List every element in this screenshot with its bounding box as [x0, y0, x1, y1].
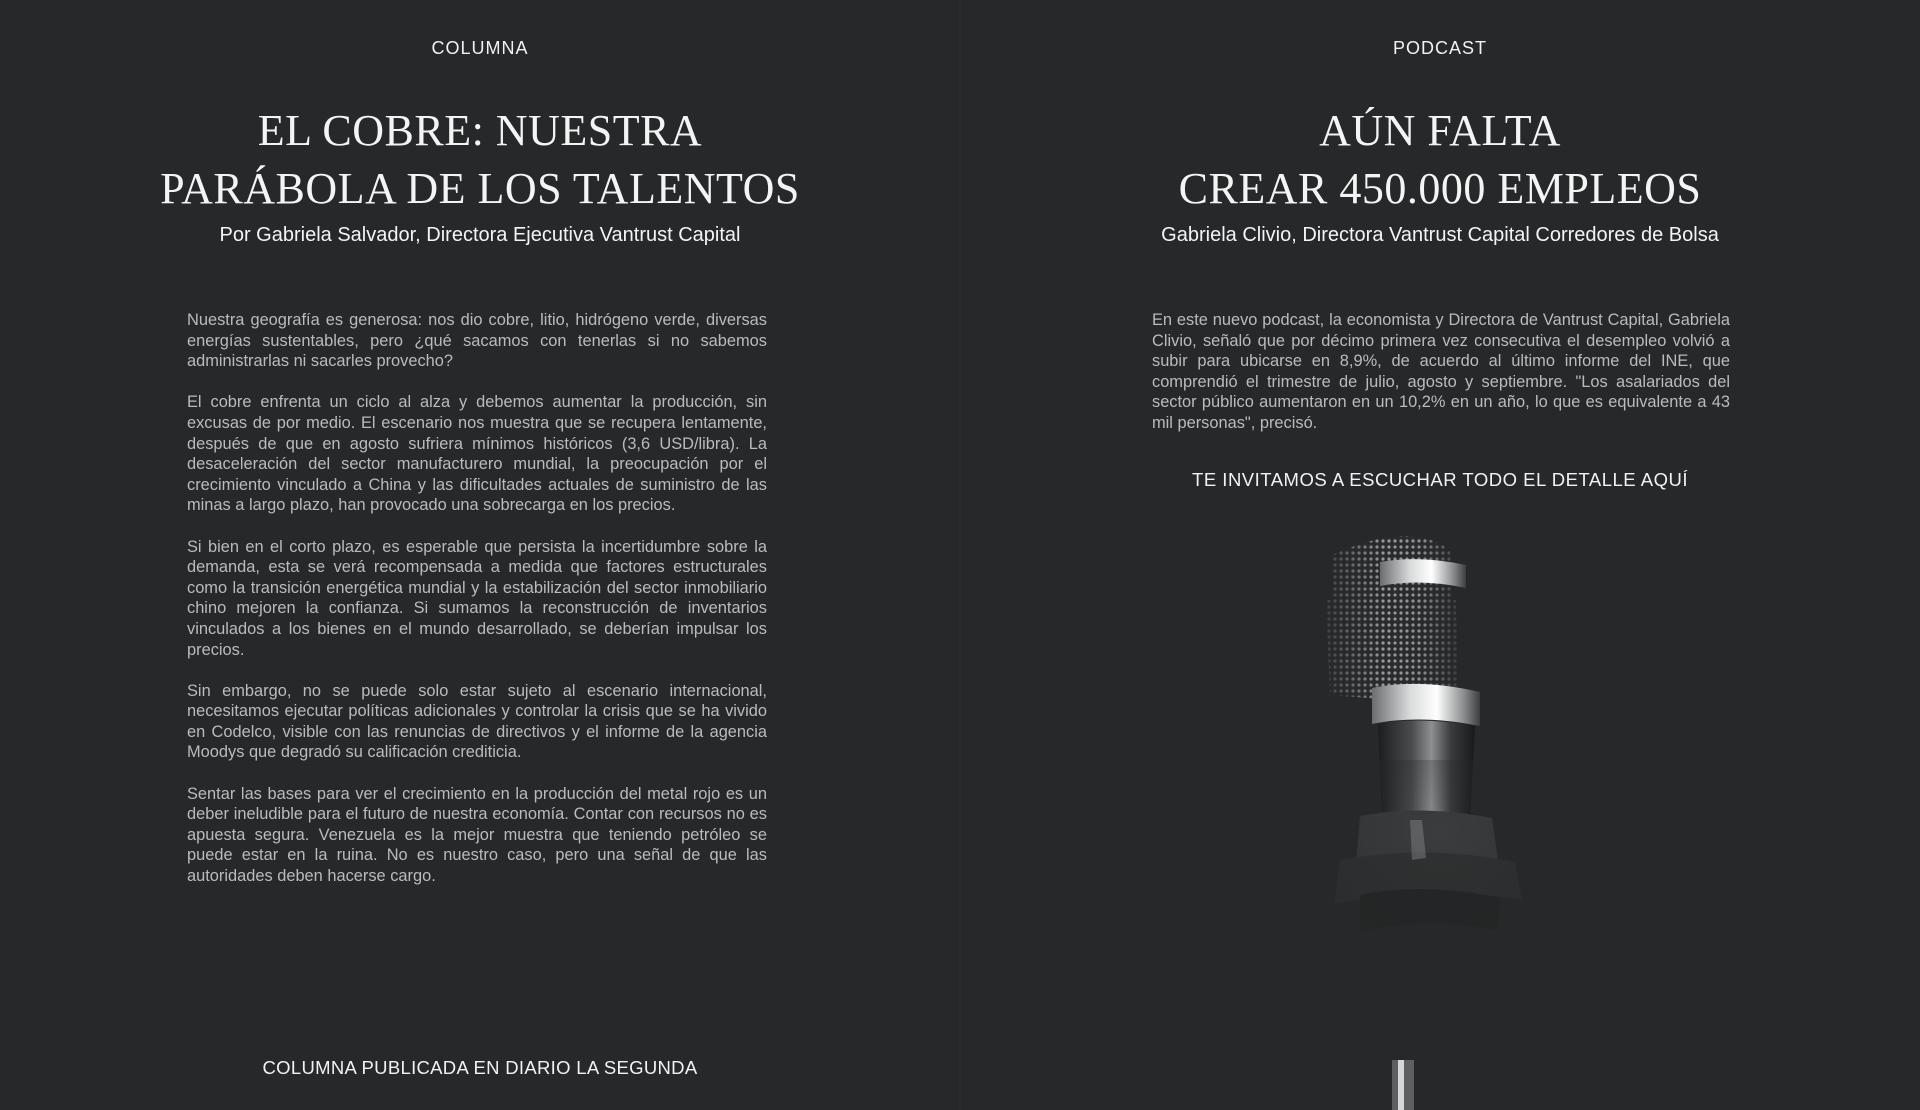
- section-label: COLUMNA: [431, 38, 529, 58]
- microphone-photo: [1260, 520, 1620, 1110]
- section-label: PODCAST: [1392, 38, 1487, 58]
- column-body: [187, 310, 767, 907]
- guest-byline: Gabriela Clivio, Directora Vantrust Capital Corredores de Bolsa: [1161, 224, 1719, 246]
- headline-line-2: PARÁBOLA DE LOS TALENTOS: [160, 164, 800, 213]
- body-paragraph: El cobre enfrenta un ciclo al alza y debemos aumentar la producción, sin excusas de por medio. El escenario nos muestra que se recupera lentamente, después de que en agosto sufriera mínimos históricos (3,6 USD/libra). La desaceleración del sector manufacturero mundial, la preocupación por el crecimiento vinculado a China y las dificultades actuales de suministro de las minas a largo plazo, han provocado una sobrecarga en los precios.: [187, 393, 767, 515]
- body-paragraph: Sentar las bases para ver el crecimiento en la producción del metal rojo es un deber ineludible para el futuro de nuestra economía. Contar con recursos no es apuesta segura. Venezuela es la mejor muestra que teniendo petróleo se puede estar en la ruina. No es nuestro caso, pero una señal de que las autoridades deben hacerse cargo.: [187, 784, 767, 886]
- podcast-headline: [960, 102, 1920, 218]
- author-byline: Por Gabriela Salvador, Directora Ejecutiva Vantrust Capital: [219, 224, 741, 246]
- body-paragraph: Nuestra geografía es generosa: nos dio cobre, litio, hidrógeno verde, diversas energías sustentables, pero ¿qué sacamos con tenerlas si no sabemos administrarlas ni sacarles provecho?: [187, 311, 767, 371]
- listen-link[interactable]: TE INVITAMOS A ESCUCHAR TODO EL DETALLE AQUÍ: [1192, 469, 1688, 490]
- body-paragraph: Sin embargo, no se puede solo estar sujeto al escenario internacional, necesitamos ejecutar políticas adicionales y controlar la crisis que se ha vivido en Codelco, visible con las renuncias de directivos y el informe de la agencia Moodys que degradó su calificación crediticia.: [187, 681, 767, 762]
- body-paragraph: En este nuevo podcast, la economista y Directora de Vantrust Capital, Gabriela Clivio, señaló que por décimo primera vez consecutiva el desempleo volvió a subir para ubicarse en 8,9%, de acuerdo al último informe del INE, que comprendió el trimestre de julio, agosto y septiembre. "Los asalariados del sector público aumentaron en un 10,2% en un año, lo que es equivalente a 43 mil personas", precisó.: [1152, 311, 1730, 432]
- headline-line-1: EL COBRE: NUESTRA: [257, 106, 703, 155]
- podcast-summary: [1152, 310, 1730, 454]
- body-paragraph: Si bien en el corto plazo, es esperable que persista la incertidumbre sobre la demanda, esta se verá recompensada a medida que factores estructurales como la transición energética mundial y la estabilización del sector inmobiliario chino mejoren la confianza. Si sumamos la reconstrucción de inventarios vinculados a los bienes en el mundo desarrollado, se deberían impulsar los precios.: [187, 537, 767, 659]
- publication-note: COLUMNA PUBLICADA EN DIARIO LA SEGUNDA: [262, 1057, 698, 1078]
- headline-line-2: CREAR 450.000 EMPLEOS: [1178, 164, 1702, 213]
- right-page-podcast: [960, 0, 1920, 1110]
- headline-line-1: AÚN FALTA: [1319, 106, 1561, 155]
- column-headline: [0, 102, 960, 218]
